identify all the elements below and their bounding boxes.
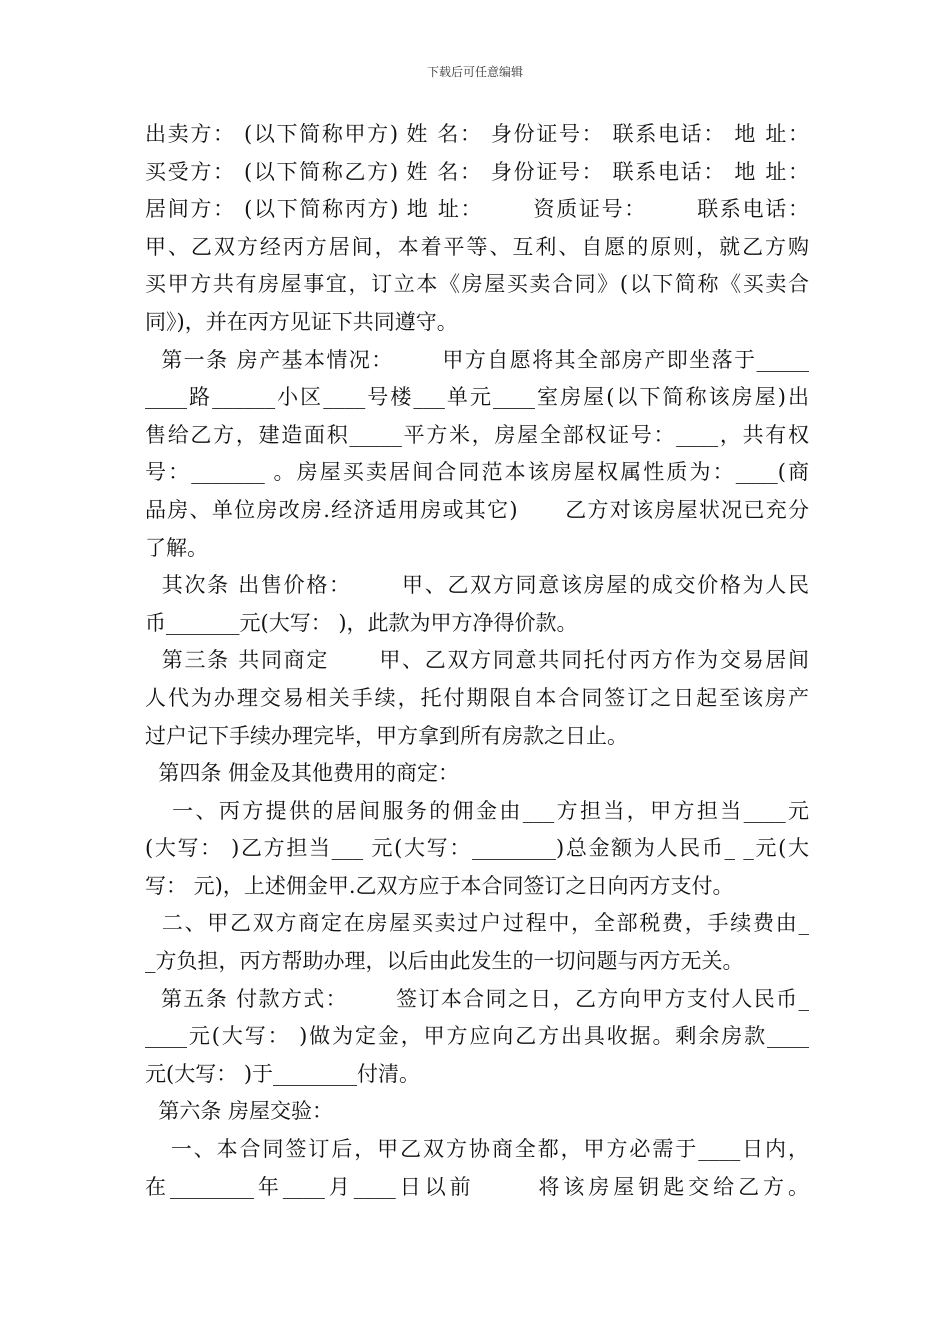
contract-line: 了解。: [145, 535, 208, 560]
contract-line: 写： 元)，上述佣金甲.乙双方应于本合同签订之日向丙方支付。: [145, 873, 734, 898]
contract-line: 二、甲乙双方商定在房屋买卖过户过程中，全部税费，手续费由_: [145, 911, 809, 936]
contract-body: [145, 116, 809, 1206]
contract-line: 买甲方共有房屋事宜，订立本《房屋买卖合同》(以下简称《买卖合: [145, 272, 809, 297]
contract-line: 元(大写： )于________付清。: [145, 1061, 421, 1086]
contract-line: 币_______元(大写： )，此款为甲方净得价款。: [145, 610, 578, 635]
contract-line: ____路______小区____号楼___单元____室房屋(以下简称该房屋)出: [145, 385, 809, 410]
contract-line: 售给乙方，建造面积_____平方米，房屋全部权证号：____，共有权: [145, 422, 809, 447]
contract-line: 居间方： (以下简称丙方) 地 址： 资质证号： 联系电话：: [145, 197, 809, 222]
contract-line: ____元(大写： )做为定金，甲方应向乙方出具收据。剩余房款____: [145, 1024, 809, 1049]
contract-line: _方负担，丙方帮助办理，以后由此发生的一切问题与丙方无关。: [145, 949, 744, 974]
contract-line: 在________年____月____日以前 将该房屋钥匙交给乙方。: [145, 1174, 809, 1199]
contract-line: 号：_______ 。房屋买卖居间合同范本该房屋权属性质为：____(商: [145, 460, 809, 485]
contract-line: 出卖方： (以下简称甲方) 姓 名： 身份证号： 联系电话： 地 址：: [145, 122, 809, 146]
contract-line: 过户记下手续办理完毕，甲方拿到所有房款之日止。: [145, 723, 628, 748]
contract-line: (大写： )乙方担当___ 元(大写：________)总金额为人民币_ _元(大: [145, 836, 809, 861]
contract-line: 品房、单位房改房.经济适用房或其它) 乙方对该房屋状况已充分: [145, 497, 809, 522]
contract-line: 买受方： (以下简称乙方) 姓 名： 身份证号： 联系电话： 地 址：: [145, 159, 809, 184]
contract-line: 甲、乙双方经丙方居间，本着平等、互利、自愿的原则，就乙方购: [145, 234, 809, 259]
contract-line: 第三条 共同商定 甲、乙双方同意共同托付丙方作为交易居间: [145, 648, 809, 673]
contract-line: 第一条 房产基本情况： 甲方自愿将其全部房产即坐落于_____: [145, 347, 809, 372]
contract-line: 一、丙方提供的居间服务的佣金由___方担当，甲方担当____元: [145, 798, 809, 823]
contract-line: 人代为办理交易相关手续，托付期限自本合同签订之日起至该房产: [145, 685, 809, 710]
contract-line: 一、本合同签订后，甲乙双方协商全都，甲方必需于____日内，: [145, 1137, 809, 1162]
page-header: 下载后可任意编辑: [426, 65, 523, 79]
contract-line: 同》)，并在丙方见证下共同遵守。: [145, 309, 458, 334]
contract-line: 第六条 房屋交验：: [145, 1099, 334, 1124]
contract-line: 第五条 付款方式： 签订本合同之日，乙方向甲方支付人民币_: [145, 986, 809, 1011]
contract-line: 其次条 出售价格： 甲、乙双方同意该房屋的成交价格为人民: [145, 573, 809, 598]
contract-line: 第四条 佣金及其他费用的商定：: [145, 761, 460, 786]
